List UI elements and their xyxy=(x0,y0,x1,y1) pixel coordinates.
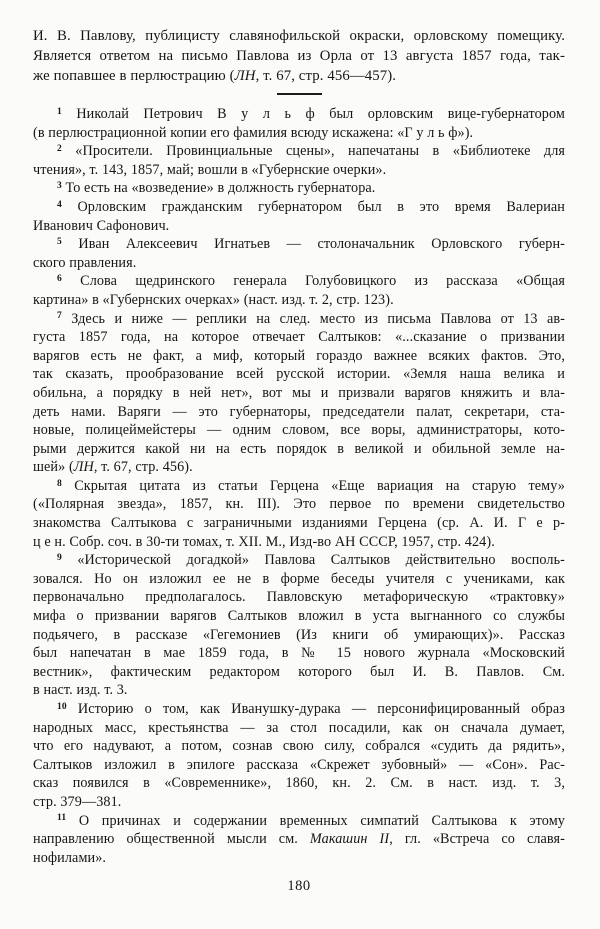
text-line: был напечатан в мае 1859 года, в № 15 нового журнала «Московский xyxy=(33,645,565,662)
text-line: $^{10}$ Историю о том, как Иванушку-дурака — персонифицированный образ xyxy=(57,701,565,717)
text-line: шей» (ЛН, т. 67, стр. 456). xyxy=(33,459,193,476)
text-line: варягов есть не факт, а миф, который гораздо важнее всяких фактов. Это, xyxy=(33,347,565,364)
text-line: знакомства Салтыкова с заграничными изданиями Герцена (ср. А. И. Г е р- xyxy=(33,515,565,532)
text-line: ского правления. xyxy=(33,254,137,271)
text-line: $^8$ Скрытая цитата из статьи Герцена «Еще вариация на старую тему» xyxy=(57,477,565,494)
intro-paragraph xyxy=(33,26,565,86)
text-line: подьячего, в рассказе «Гегемониев (Из книги об умирающих)». Рассказ xyxy=(33,626,565,643)
text-line: $^6$ Слова щедринского генерала Голубовицкого из рассказа «Общая xyxy=(57,273,565,290)
text-line: народных масс, крестьянства — за стол посадили, как он сначала думает, xyxy=(33,719,565,736)
footnote-number: 6 xyxy=(57,274,62,285)
text-line: направлению общественной мысли см. Макашин II, гл. «Встреча со славя- xyxy=(33,831,565,848)
footnote-number: 9 xyxy=(57,552,62,563)
text-line: $^{11}$ О причинах и содержании временных симпатий Салтыкова к этому xyxy=(57,812,565,829)
text-line: чтения», т. 143, 1857, май; вошли в «Губернские очерки». xyxy=(33,161,387,178)
text-line: же попавшее в перлюстрацию (ЛН, т. 67, стр. 456—457). xyxy=(33,68,397,84)
footnote xyxy=(33,551,565,700)
text-line: ц е н. Собр. соч. в 30-ти томах, т. XII. М., Изд-во АН СССР, 1957, стр. 424). xyxy=(33,533,495,550)
text-line: Иванович Сафонович. xyxy=(33,217,170,234)
text-line: («Полярная звезда», 1857, кн. III). Это первое по времени свидетельство xyxy=(33,496,565,513)
text-line: деть нами. Варяги — это губернаторы, председатели палат, секретари, ста- xyxy=(33,403,565,420)
footnote xyxy=(33,272,565,309)
footnote-number: 7 xyxy=(57,311,62,322)
footnote-number: 3 xyxy=(57,181,62,192)
footnote-number: 10 xyxy=(57,701,67,712)
text-line: что его надувают, а потом, сознав свою силу, собрался «судить да рядить», xyxy=(33,738,565,755)
text-line: в наст. изд. т. 3. xyxy=(33,682,128,699)
text-line: (в перлюстрационной копии его фамилия всюду искажена: «Г у л ь ф»). xyxy=(33,124,474,141)
text-line: $^7$ Здесь и ниже — реплики на след. место из письма Павлова от 13 ав- xyxy=(57,310,565,327)
text-line: картина» в «Губернских очерках» (наст. изд. т. 2, стр. 123). xyxy=(33,291,394,308)
footnote xyxy=(33,179,565,198)
text-line: новые, полицеймейстеры — одним словом, все воры, администраторы, кото- xyxy=(33,422,565,439)
footnote xyxy=(33,105,565,142)
text-line: стр. 379—381. xyxy=(33,793,122,810)
text-line: $^2$ «Просители. Провинциальные сцены», напечатаны в «Библиотеке для xyxy=(57,143,565,160)
footnote xyxy=(33,235,565,272)
text-line: $^4$ Орловским гражданским губернатором был в это время Валериан xyxy=(57,198,566,215)
text-line: Салтыков изложил в эпилоге рассказа «Скрежет зубовный» — «Сон». Рас- xyxy=(33,756,565,773)
text-line: густа 1857 года, на которое отвечает Салтыков: «...сказание о призвании xyxy=(33,329,565,346)
text-line: рыми держится какой ни на есть порядок в великой и обильной земле на- xyxy=(33,440,565,457)
footnote-number: 4 xyxy=(57,199,62,210)
footnote-number: 2 xyxy=(57,143,62,154)
text-line: И. В. Павлову, публицисту славянофильской окраски, орловскому помещику. xyxy=(33,28,565,44)
text-line: так сказать, прообразование всей русской истории. «Земля наша велика и xyxy=(33,366,565,383)
text-line: $^9$ «Исторической догадкой» Павлова Салтыков действительно восполь- xyxy=(57,552,566,569)
text-line: обильна, а порядку в ней нет», вот мы и призвали варягов княжить и вла- xyxy=(33,384,565,401)
footnotes-section xyxy=(33,105,565,867)
text-line: зовался. Но он изложил ее не в форме беседы учителя с учениками, как xyxy=(33,570,565,587)
text-line: нофилами». xyxy=(33,849,107,866)
footnote xyxy=(33,142,565,179)
text-line: вестник», фактическим редактором которого был И. В. Павлов. См. xyxy=(33,663,565,680)
text-line: сказ появился в «Современнике», 1860, кн. 2. См. в наст. изд. т. 3, xyxy=(33,775,565,792)
footnote-number: 1 xyxy=(57,106,62,117)
text-line: мифа о призвании варягов Салтыков вложил в уста выгнанного со службы xyxy=(33,608,565,625)
footnote-number: 11 xyxy=(57,813,67,824)
text-line: $^5$ Иван Алексеевич Игнатьев — столоначальник Орловского губерн- xyxy=(57,236,565,253)
footnote xyxy=(33,477,565,551)
text-line: $^3$ То есть на «возведение» в должность губернатора. xyxy=(57,180,376,197)
text-line: $^1$ Николай Петрович В у л ь ф был орловским вице-губернатором xyxy=(57,106,565,122)
page-number: 180 xyxy=(287,878,311,895)
italic-text: ЛН xyxy=(234,68,256,84)
section-divider xyxy=(277,93,322,95)
footnote xyxy=(33,310,565,477)
footnote-number: 8 xyxy=(57,478,62,489)
footnote xyxy=(33,812,565,868)
text-line: первоначально предполагалось. Павловскую метафорическую «трактовку» xyxy=(33,589,565,606)
footnote xyxy=(33,700,565,812)
footnote xyxy=(33,198,565,235)
italic-text: Макашин II xyxy=(309,831,390,848)
footnote-number: 5 xyxy=(57,236,62,247)
italic-text: ЛН xyxy=(73,459,94,476)
text-line: Является ответом на письмо Павлова из Орла от 13 августа 1857 года, так- xyxy=(33,48,565,64)
